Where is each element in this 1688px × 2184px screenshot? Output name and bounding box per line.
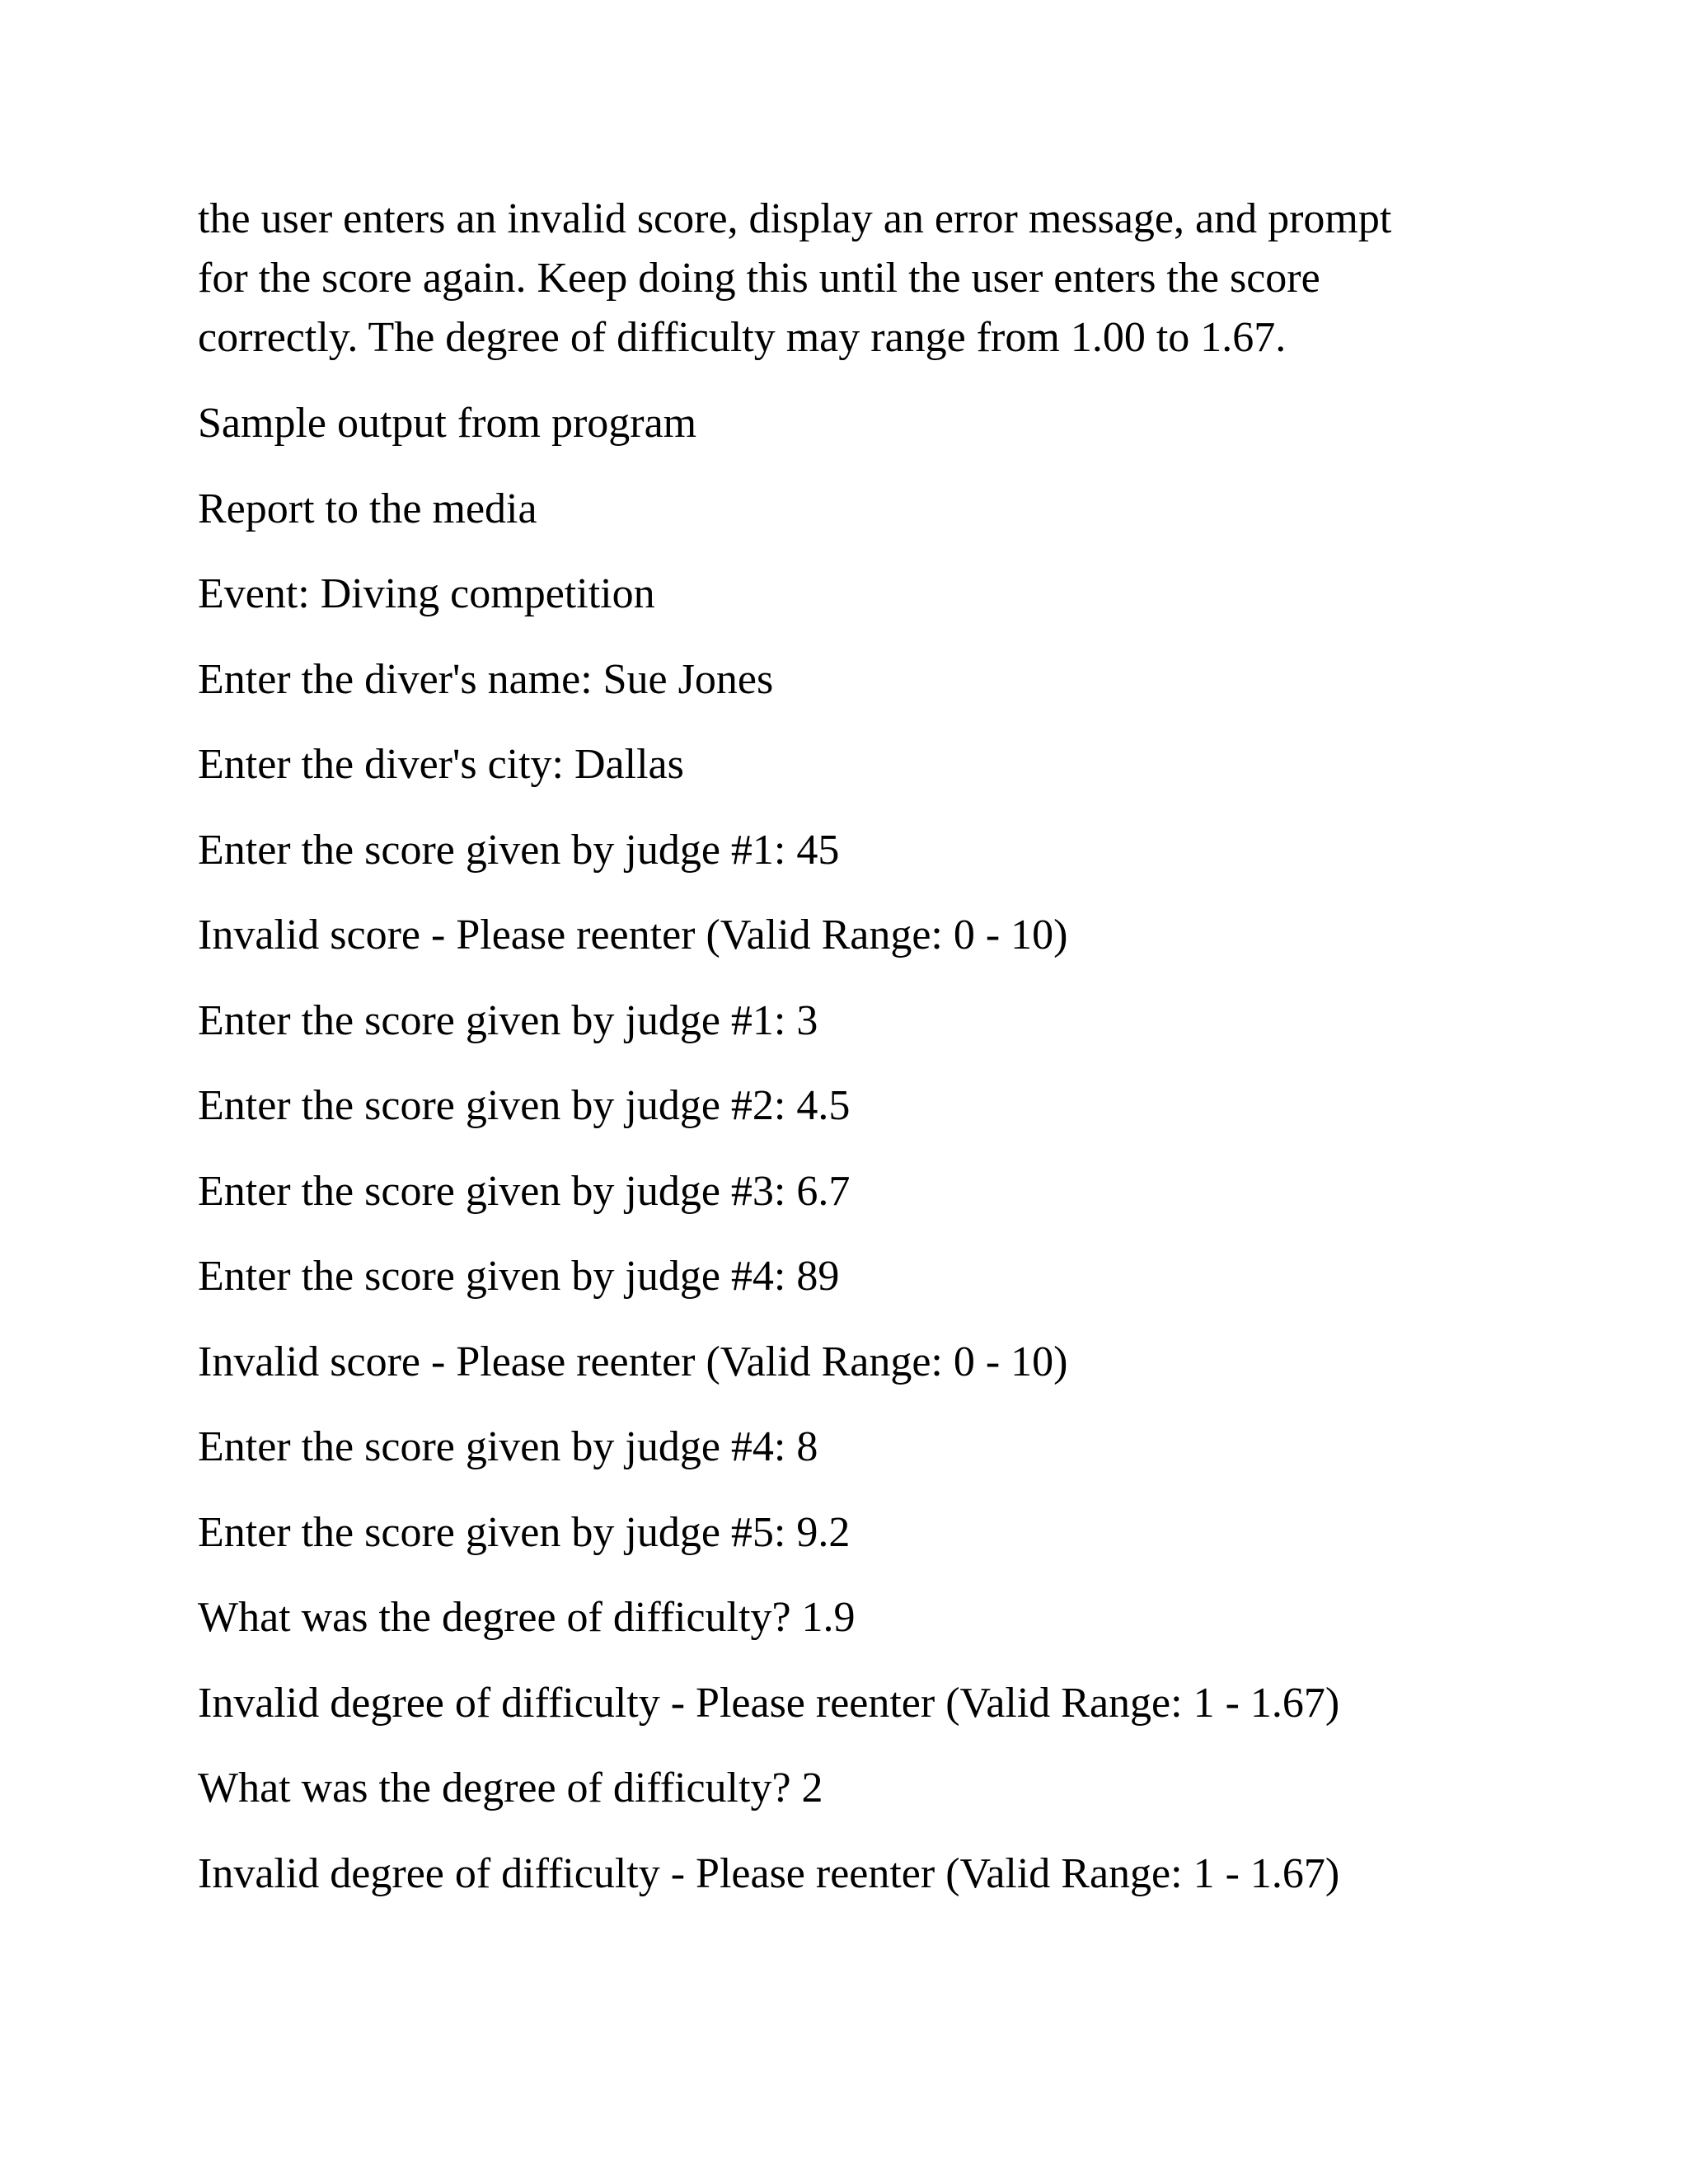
error-line: Invalid score - Please reenter (Valid Range: 0 - 10): [198, 912, 1068, 958]
output-line: Enter the score given by judge #4: 89: [198, 1253, 840, 1300]
output-line: What was the degree of difficulty? 1.9: [198, 1594, 856, 1641]
output-line: Enter the diver's name: Sue Jones: [198, 655, 774, 703]
intro-paragraph: [198, 190, 1484, 368]
intro-line: correctly. The degree of difficulty may range from 1.00 to 1.67.: [198, 314, 1287, 361]
output-line: Enter the score given by judge #4: 8: [198, 1423, 818, 1470]
intro-line: for the score again. Keep doing this until the user enters the score: [198, 255, 1320, 302]
output-line: Enter the score given by judge #1: 45: [198, 826, 840, 874]
output-line: Enter the score given by judge #1: 3: [198, 996, 818, 1044]
output-line: Enter the score given by judge #5: 9.2: [198, 1508, 851, 1556]
error-line: Invalid degree of difficulty - Please reenter (Valid Range: 1 - 1.67): [198, 1679, 1340, 1727]
sample-output-heading: Sample output from program: [198, 400, 697, 447]
output-line: Report to the media: [198, 485, 537, 532]
intro-line: the user enters an invalid score, display an error message, and prompt: [198, 195, 1392, 242]
output-line: Enter the score given by judge #2: 4.5: [198, 1082, 851, 1129]
error-line: Invalid score - Please reenter (Valid Range: 0 - 10): [198, 1338, 1068, 1385]
output-line: What was the degree of difficulty? 2: [198, 1765, 823, 1811]
error-line: Invalid degree of difficulty - Please reenter (Valid Range: 1 - 1.67): [198, 1849, 1340, 1897]
output-line: Event: Diving competition: [198, 570, 655, 617]
output-line: Enter the score given by judge #3: 6.7: [198, 1167, 851, 1215]
output-line: Enter the diver's city: Dallas: [198, 741, 684, 788]
sample-output-list: [198, 394, 1517, 1929]
